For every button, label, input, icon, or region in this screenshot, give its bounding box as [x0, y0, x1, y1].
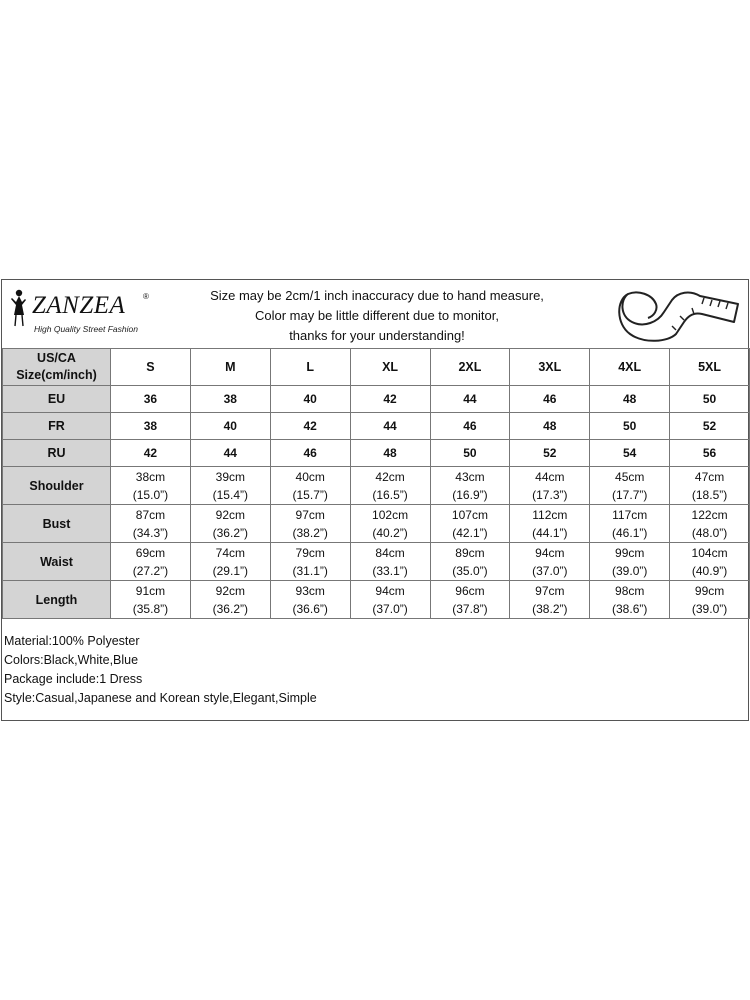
table-cell: [510, 505, 590, 543]
inch-value: (34.3”): [132, 525, 169, 540]
waist-row: [3, 543, 750, 581]
table-cell: [270, 581, 350, 619]
inch-value: (39.0”): [691, 601, 728, 616]
inch-value: (17.7”): [612, 487, 648, 502]
table-cell: [430, 581, 510, 619]
inch-value: (38.2”): [532, 601, 568, 616]
size-table: [2, 348, 750, 619]
size-header-label-line2: Size(cm/inch): [16, 368, 97, 382]
inch-value: (48.0”): [691, 525, 728, 540]
cm-value: 117cm: [612, 507, 648, 522]
table-cell: [350, 543, 430, 581]
measuring-tape-icon: [614, 282, 744, 344]
fr-row: [3, 413, 750, 440]
table-cell: [111, 467, 191, 505]
cm-value: 97cm: [295, 507, 325, 522]
size-xl: XL: [350, 349, 430, 386]
table-cell: 38: [111, 413, 191, 440]
ru-row: [3, 440, 750, 467]
table-cell: 50: [590, 413, 670, 440]
size-header-label-line1: US/CA: [37, 351, 76, 365]
table-cell: 40: [190, 413, 270, 440]
notice-line-1: Size may be 2cm/1 inch inaccuracy due to hand measure,: [210, 288, 544, 303]
table-cell: [350, 581, 430, 619]
cm-value: 84cm: [375, 545, 405, 560]
table-cell: [510, 543, 590, 581]
table-cell: [111, 543, 191, 581]
inch-value: (39.0”): [612, 563, 648, 578]
cm-value: 74cm: [215, 545, 245, 560]
inch-value: (15.0”): [132, 487, 169, 502]
size-notice: [152, 286, 602, 346]
cm-value: 102cm: [372, 507, 409, 522]
eu-row: [3, 386, 750, 413]
table-cell: 50: [430, 440, 510, 467]
fashion-figure-icon: [6, 288, 32, 328]
table-cell: [510, 581, 590, 619]
cm-value: 94cm: [375, 583, 405, 598]
size-m: M: [190, 349, 270, 386]
size-chart-card: [1, 279, 749, 721]
table-cell: 46: [510, 386, 590, 413]
brand-logo: [6, 288, 156, 344]
inch-value: (42.1”): [452, 525, 488, 540]
cm-value: 104cm: [691, 545, 728, 560]
table-cell: [190, 581, 270, 619]
cm-value: 47cm: [694, 469, 725, 484]
inch-value: (46.1”): [612, 525, 648, 540]
size-s: S: [111, 349, 191, 386]
inch-value: (17.3”): [532, 487, 568, 502]
table-cell: 52: [510, 440, 590, 467]
table-cell: [670, 581, 750, 619]
table-cell: 48: [350, 440, 430, 467]
table-cell: [270, 467, 350, 505]
inch-value: (31.1”): [292, 563, 328, 578]
cm-value: 79cm: [295, 545, 325, 560]
table-cell: 36: [111, 386, 191, 413]
inch-value: (38.2”): [292, 525, 328, 540]
inch-value: (27.2”): [132, 563, 169, 578]
table-cell: [350, 505, 430, 543]
table-cell: [350, 467, 430, 505]
size-2xl: 2XL: [430, 349, 510, 386]
table-cell: 44: [190, 440, 270, 467]
table-cell: [270, 543, 350, 581]
ru-label: RU: [3, 440, 111, 467]
cm-value: 99cm: [694, 583, 725, 598]
size-chart-header: [2, 280, 748, 349]
inch-value: (36.2”): [212, 601, 248, 616]
inch-value: (37.8”): [452, 601, 488, 616]
size-l: L: [270, 349, 350, 386]
table-cell: 48: [510, 413, 590, 440]
table-cell: 44: [430, 386, 510, 413]
table-cell: 50: [670, 386, 750, 413]
table-cell: [111, 581, 191, 619]
table-cell: [111, 505, 191, 543]
table-cell: 38: [190, 386, 270, 413]
cm-value: 69cm: [135, 545, 166, 560]
table-cell: [270, 505, 350, 543]
inch-value: (36.6”): [292, 601, 328, 616]
size-5xl: 5XL: [670, 349, 750, 386]
cm-value: 92cm: [215, 507, 245, 522]
cm-value: 93cm: [295, 583, 325, 598]
cm-value: 87cm: [135, 507, 166, 522]
size-3xl: 3XL: [510, 349, 590, 386]
cm-value: 92cm: [215, 583, 245, 598]
table-cell: [430, 505, 510, 543]
table-cell: [430, 543, 510, 581]
table-cell: [510, 467, 590, 505]
cm-value: 122cm: [691, 507, 728, 522]
cm-value: 112cm: [532, 507, 568, 522]
length-row: [3, 581, 750, 619]
inch-value: (40.2”): [372, 525, 408, 540]
table-cell: [670, 543, 750, 581]
inch-value: (37.0”): [372, 601, 408, 616]
cm-value: 39cm: [215, 469, 245, 484]
style-text: Style:Casual,Japanese and Korean style,Elegant,Simple: [4, 691, 317, 705]
inch-value: (16.5”): [372, 487, 408, 502]
inch-value: (37.0”): [532, 563, 568, 578]
brand-tagline: High Quality Street Fashion: [34, 324, 138, 334]
table-cell: [670, 467, 750, 505]
inch-value: (36.2”): [212, 525, 248, 540]
table-cell: [190, 543, 270, 581]
cm-value: 99cm: [615, 545, 645, 560]
inch-value: (15.4”): [212, 487, 248, 502]
notice-line-3: thanks for your understanding!: [289, 328, 465, 343]
table-cell: 52: [670, 413, 750, 440]
table-cell: 46: [430, 413, 510, 440]
cm-value: 38cm: [135, 469, 166, 484]
bust-label: Bust: [3, 505, 111, 543]
table-cell: 42: [270, 413, 350, 440]
table-cell: 54: [590, 440, 670, 467]
inch-value: (18.5”): [691, 487, 728, 502]
waist-label: Waist: [3, 543, 111, 581]
cm-value: 91cm: [135, 583, 166, 598]
material-text: Material:100% Polyester: [4, 634, 140, 648]
cm-value: 45cm: [615, 469, 645, 484]
cm-value: 107cm: [451, 507, 488, 522]
inch-value: (35.0”): [452, 563, 488, 578]
table-cell: [430, 467, 510, 505]
shoulder-label: Shoulder: [3, 467, 111, 505]
table-cell: [590, 505, 670, 543]
table-cell: 44: [350, 413, 430, 440]
table-cell: 42: [111, 440, 191, 467]
inch-value: (16.9”): [452, 487, 488, 502]
inch-value: (40.9”): [691, 563, 728, 578]
table-cell: [590, 543, 670, 581]
table-cell: 46: [270, 440, 350, 467]
eu-label: EU: [3, 386, 111, 413]
size-header-row: [3, 349, 750, 386]
cm-value: 40cm: [295, 469, 325, 484]
bust-row: [3, 505, 750, 543]
brand-name: ZANZEA: [32, 292, 126, 319]
inch-value: (33.1”): [372, 563, 408, 578]
table-cell: [190, 467, 270, 505]
inch-value: (38.6”): [612, 601, 648, 616]
table-cell: [590, 467, 670, 505]
inch-value: (44.1”): [532, 525, 568, 540]
cm-value: 94cm: [535, 545, 565, 560]
notice-line-2: Color may be little different due to monitor,: [255, 308, 499, 323]
colors-text: Colors:Black,White,Blue: [4, 653, 139, 667]
table-cell: [670, 505, 750, 543]
cm-value: 96cm: [455, 583, 485, 598]
package-text: Package include:1 Dress: [4, 672, 143, 686]
cm-value: 44cm: [535, 469, 565, 484]
table-cell: 42: [350, 386, 430, 413]
cm-value: 43cm: [455, 469, 485, 484]
cm-value: 97cm: [535, 583, 565, 598]
size-header-label: [3, 349, 111, 386]
product-info: [4, 632, 317, 708]
cm-value: 98cm: [615, 583, 645, 598]
table-cell: 40: [270, 386, 350, 413]
table-cell: [590, 581, 670, 619]
fr-label: FR: [3, 413, 111, 440]
cm-value: 89cm: [455, 545, 485, 560]
table-cell: 56: [670, 440, 750, 467]
inch-value: (15.7”): [292, 487, 328, 502]
cm-value: 42cm: [375, 469, 405, 484]
registered-mark: ®: [143, 292, 149, 301]
table-cell: [190, 505, 270, 543]
length-label: Length: [3, 581, 111, 619]
inch-value: (35.8”): [132, 601, 169, 616]
size-4xl: 4XL: [590, 349, 670, 386]
inch-value: (29.1”): [212, 563, 248, 578]
table-cell: 48: [590, 386, 670, 413]
shoulder-row: [3, 467, 750, 505]
